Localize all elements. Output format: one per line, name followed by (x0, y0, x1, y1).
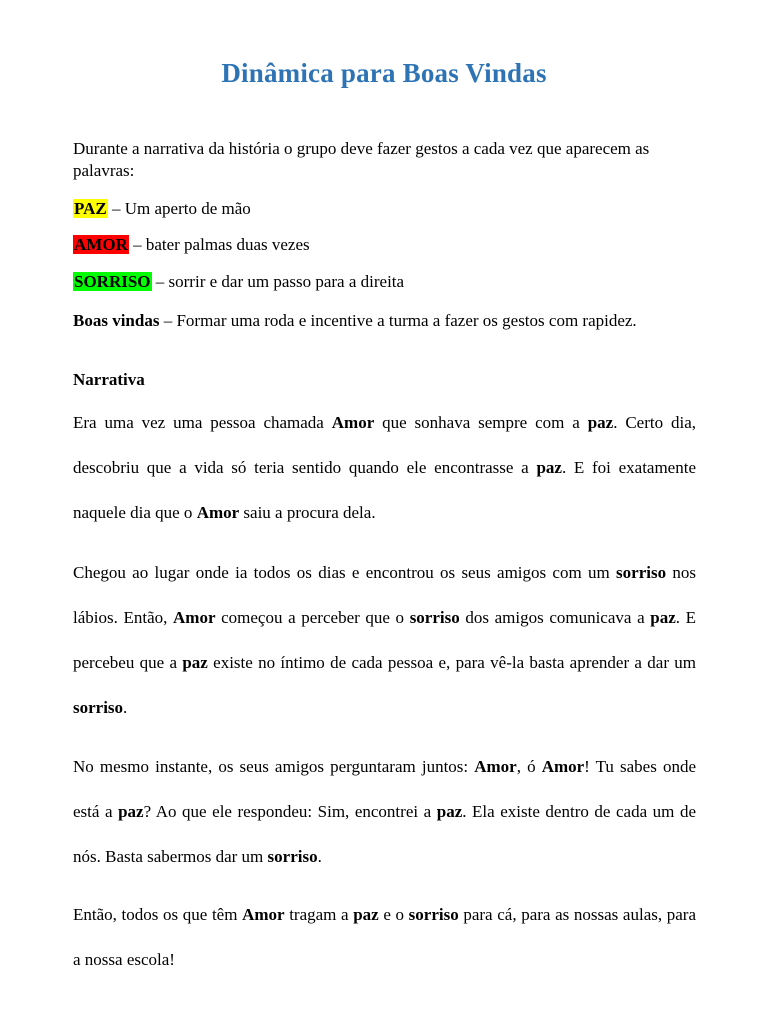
text-span: e o (378, 905, 409, 924)
bold-word: paz (536, 458, 562, 477)
narrativa-heading: Narrativa (73, 370, 145, 389)
text-span: , ó (516, 757, 542, 776)
text-span: . E percebeu que a (73, 608, 696, 672)
bold-word: sorriso (267, 847, 318, 866)
bold-word: Amor (541, 757, 585, 776)
highlight-paz: PAZ (74, 199, 107, 218)
gesture-sorriso (73, 271, 404, 293)
bold-word: paz (587, 413, 614, 432)
text-span: . (123, 698, 128, 717)
text-span: No mesmo instante, os seus amigos perguntaram juntos: (73, 757, 475, 776)
bold-word: Amor (474, 757, 517, 776)
text-span: para cá, para as nossas aulas, para a nossa escola! (73, 905, 696, 969)
narrative-paragraph-2 (73, 550, 696, 730)
text-span: ? Ao que ele respondeu: Sim, encontrei a (143, 802, 437, 821)
bold-word: Amor (331, 413, 375, 432)
text-span: . E foi exatamente naquele dia que o (73, 458, 696, 522)
bold-word: sorriso (409, 608, 460, 627)
narrative-paragraph-3 (73, 744, 696, 879)
text-span: existe no íntimo de cada pessoa e, para vê-la basta aprender a dar um (207, 653, 696, 672)
text-span: saiu a procura dela. (239, 503, 376, 522)
gesture-amor-description: – bater palmas duas vezes (128, 235, 310, 254)
text-span: tragam a (284, 905, 354, 924)
gesture-sorriso-description: – sorrir e dar um passo para a direita (151, 272, 405, 291)
gesture-amor (73, 234, 310, 256)
bold-word: paz (650, 608, 676, 627)
bold-word: paz (118, 802, 144, 821)
boas-vindas-description: – Formar uma roda e incentive a turma a fazer os gestos com rapidez. (159, 311, 637, 330)
text-span: ! Tu sabes onde está a (73, 757, 696, 821)
text-span: . Ela existe dentro de cada um de nós. Basta sabermos dar um (73, 802, 696, 866)
gesture-paz (73, 198, 251, 220)
bold-word: Amor (196, 503, 240, 522)
highlight-amor: AMOR (74, 235, 128, 254)
page-title: Dinâmica para Boas Vindas (221, 58, 547, 88)
highlight-sorriso: SORRISO (74, 272, 151, 291)
gesture-paz-description: – Um aperto de mão (107, 199, 251, 218)
bold-word: paz (353, 905, 379, 924)
bold-word: sorriso (616, 563, 667, 582)
bold-word: Amor (173, 608, 216, 627)
boas-vindas-label: Boas vindas (73, 311, 160, 330)
text-span: . (317, 847, 322, 866)
text-span: . Certo dia, descobriu que a vida só teria sentido quando ele encontrasse a (73, 413, 696, 477)
text-span: Chegou ao lugar onde ia todos os dias e encontrou os seus amigos com um (73, 563, 617, 582)
intro-text: Durante a narrativa da história o grupo deve fazer gestos a cada vez que aparecem as palavras: (73, 139, 650, 180)
bold-word: sorriso (73, 698, 124, 717)
text-span: que sonhava sempre com a (374, 413, 588, 432)
text-span: nos lábios. Então, (73, 563, 696, 627)
bold-word: sorriso (408, 905, 459, 924)
boas-vindas-text (73, 310, 696, 331)
text-span: começou a perceber que o (215, 608, 410, 627)
bold-word: paz (182, 653, 208, 672)
bold-word: Amor (242, 905, 285, 924)
narrative-paragraph-4 (73, 892, 696, 982)
narrative-paragraph-1 (73, 400, 696, 535)
text-span: Era uma vez uma pessoa chamada (73, 413, 332, 432)
text-span: Então, todos os que têm (73, 905, 243, 924)
bold-word: paz (436, 802, 463, 821)
text-span: dos amigos comunicava a (459, 608, 651, 627)
